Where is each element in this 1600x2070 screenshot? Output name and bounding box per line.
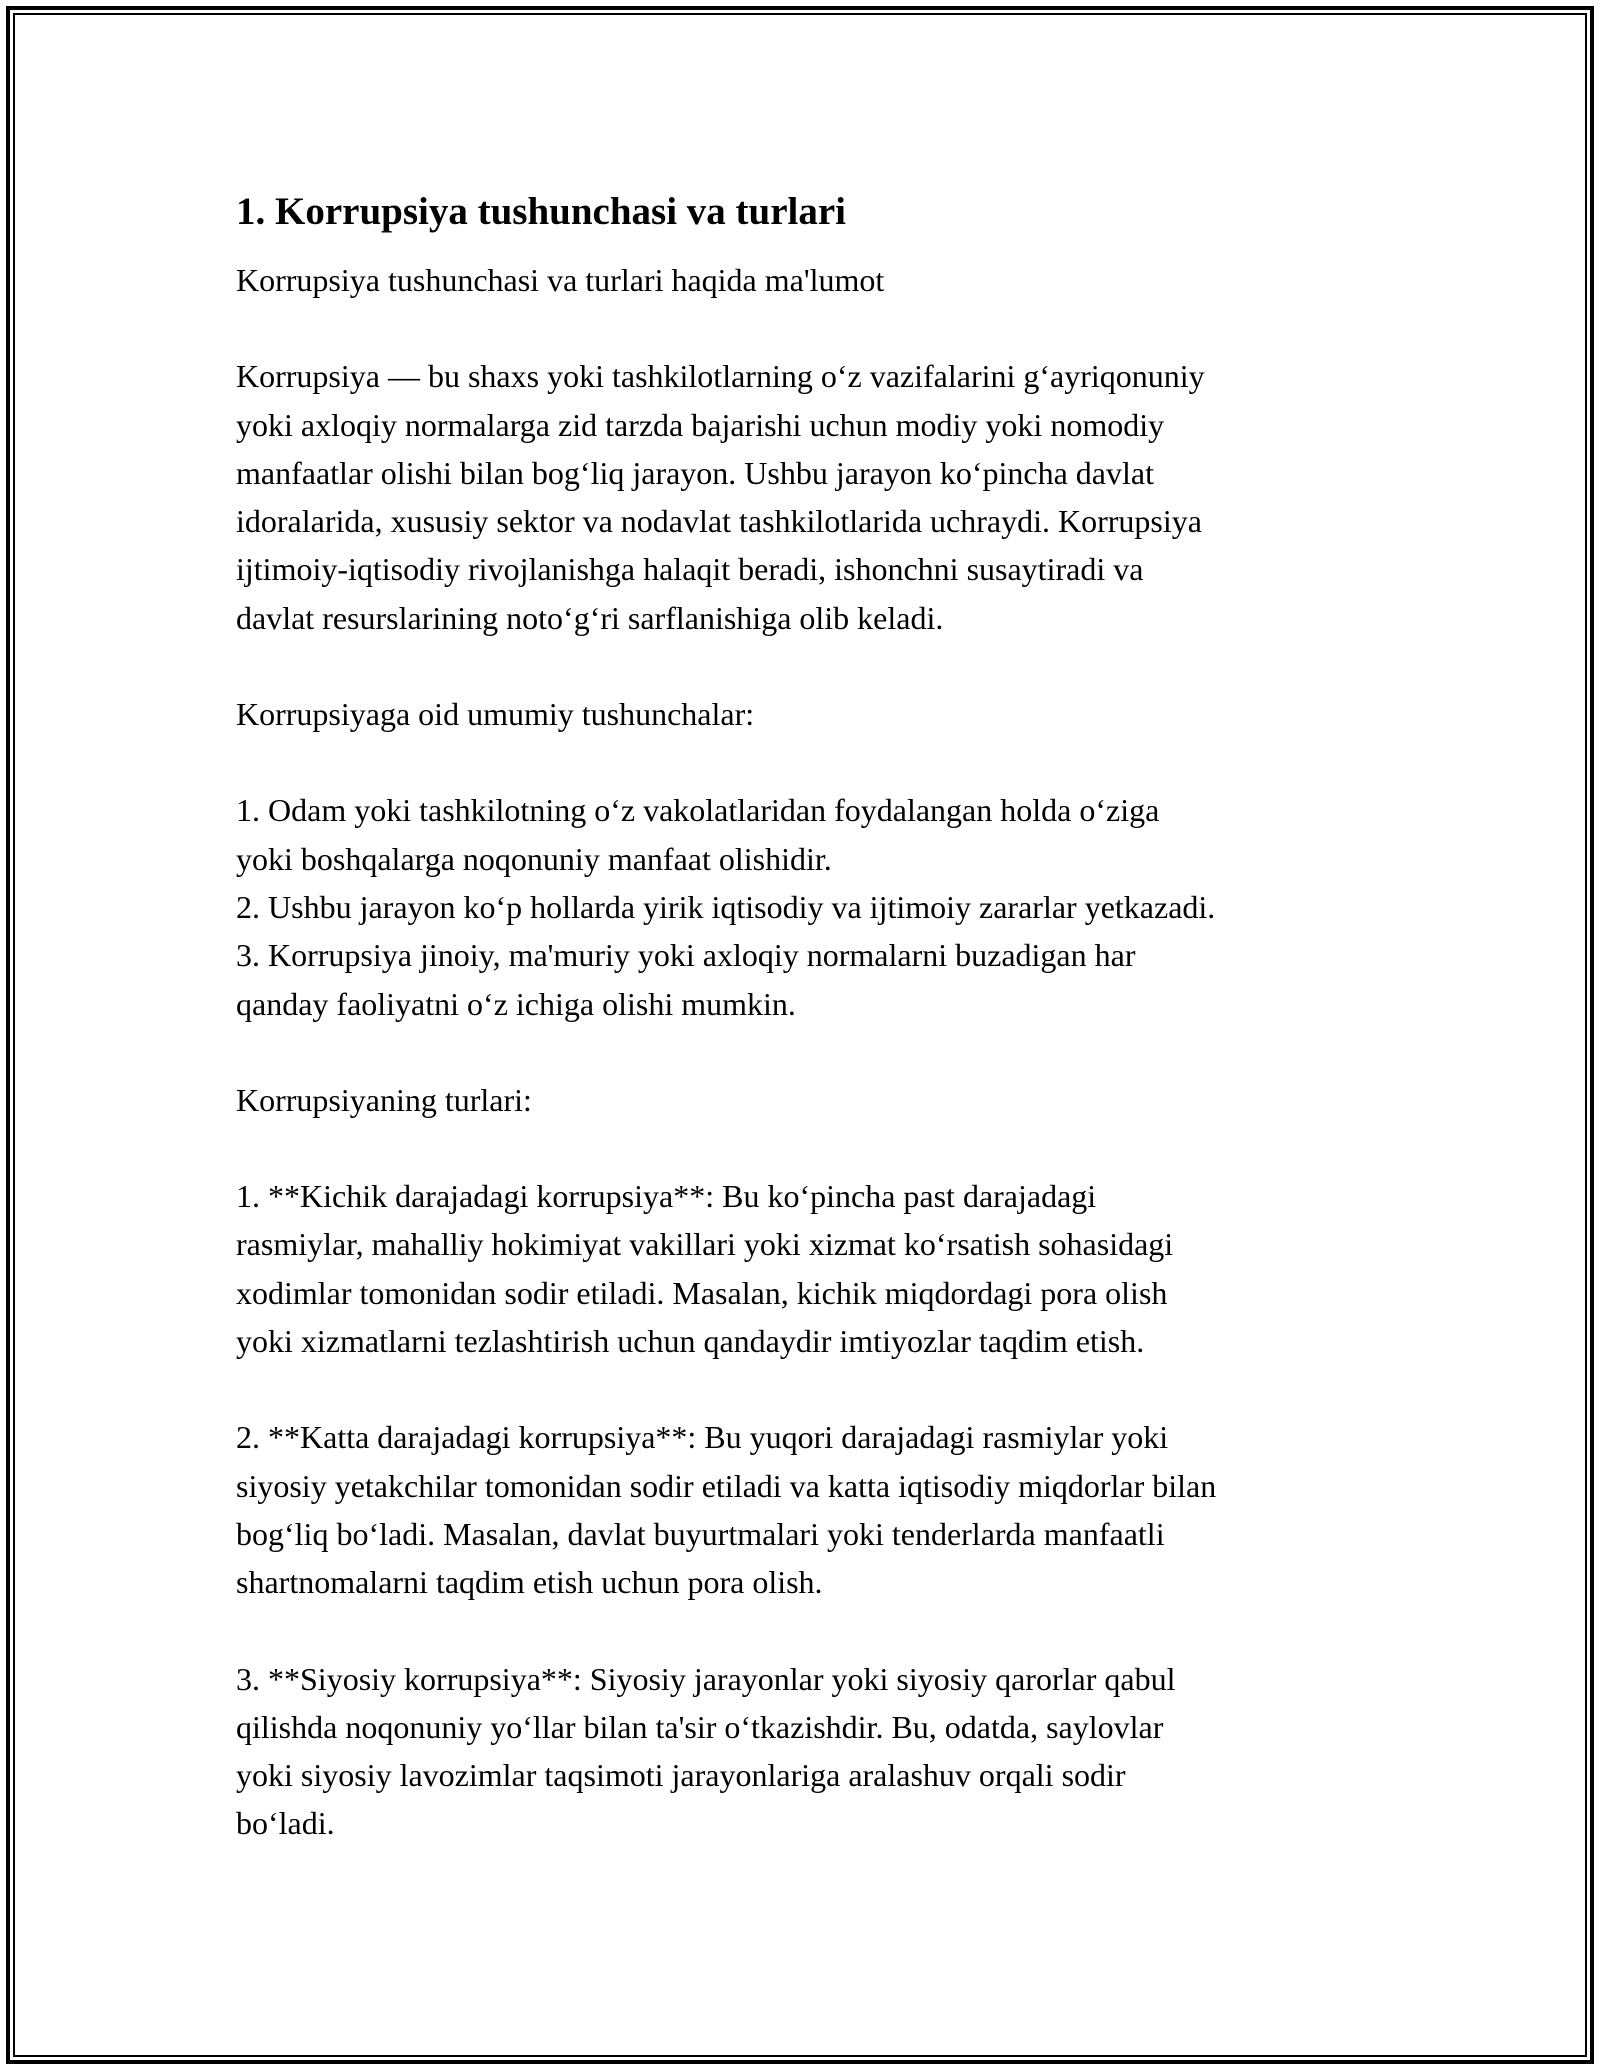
text-line: yoki axloqiy normalarga zid tarzda bajarishi uchun modiy yoki nomodiy — [236, 406, 1165, 443]
concepts-list — [236, 786, 1376, 1027]
type-item-political — [236, 1655, 1376, 1848]
text-line: Korrupsiyaga oid umumiy tushunchalar: — [236, 696, 755, 733]
text-line: xodimlar tomonidan sodir etiladi. Masalan, kichik miqdordagi pora olish — [236, 1274, 1168, 1311]
text-line: bog‘liq bo‘ladi. Masalan, davlat buyurtmalari yoki tenderlarda manfaatli — [236, 1515, 1165, 1552]
text-line: siyosiy yetakchilar tomonidan sodir etiladi va katta iqtisodiy miqdorlar bilan — [236, 1467, 1217, 1504]
text-line: 3. **Siyosiy korrupsiya**: Siyosiy jarayonlar yoki siyosiy qarorlar qabul — [236, 1660, 1176, 1697]
text-line: 2. **Katta darajadagi korrupsiya**: Bu yuqori darajadagi rasmiylar yoki — [236, 1419, 1169, 1456]
list-item: 1. Odam yoki tashkilotning o‘z vakolatlaridan foydalangan holda o‘ziga — [236, 792, 1160, 829]
text-line: davlat resurslarining noto‘g‘ri sarflanishiga olib keladi. — [236, 599, 944, 636]
text-line: manfaatlar olishi bilan bog‘liq jarayon. Ushbu jarayon ko‘pincha davlat — [236, 454, 1154, 491]
types-heading — [236, 1076, 1376, 1124]
type-item-large — [236, 1413, 1376, 1606]
type-item-small — [236, 1172, 1376, 1365]
concepts-heading — [236, 690, 1376, 738]
document-body — [236, 186, 1376, 1896]
text-line: 1. **Kichik darajadagi korrupsiya**: Bu ko‘pincha past darajadagi — [236, 1178, 1097, 1215]
list-item: yoki boshqalarga noqonuniy manfaat olishidir. — [236, 840, 832, 877]
text-line: rasmiylar, mahalliy hokimiyat vakillari yoki xizmat ko‘rsatish sohasidagi — [236, 1226, 1174, 1263]
text-line: yoki xizmatlarni tezlashtirish uchun qandaydir imtiyozlar taqdim etish. — [236, 1323, 1145, 1360]
text-line: Korrupsiya tushunchasi va turlari haqida ma'lumot — [236, 262, 885, 298]
text-line: Korrupsiyaning turlari: — [236, 1081, 532, 1118]
text-line: shartnomalarni taqdim etish uchun pora olish. — [236, 1564, 823, 1601]
text-line: qilishda noqonuniy yo‘llar bilan ta'sir o‘tkazishdir. Bu, odatda, saylovlar — [236, 1708, 1164, 1745]
text-line: Korrupsiya — bu shaxs yoki tashkilotlarning o‘z vazifalarini g‘ayriqonuniy — [236, 358, 1205, 395]
text-line: bo‘ladi. — [236, 1805, 335, 1842]
text-line: ijtimoiy-iqtisodiy rivojlanishga halaqit beradi, ishonchni susaytiradi va — [236, 551, 1144, 588]
list-item: 2. Ushbu jarayon ko‘p hollarda yirik iqtisodiy va ijtimoiy zararlar yetkazadi. — [236, 888, 1216, 925]
subtitle-paragraph — [236, 256, 1376, 304]
list-item: 3. Korrupsiya jinoiy, ma'muriy yoki axloqiy normalarni buzadigan har — [236, 937, 1136, 974]
text-line: idoralarida, xususiy sektor va nodavlat tashkilotlarida uchraydi. Korrupsiya — [236, 503, 1202, 540]
definition-paragraph — [236, 352, 1376, 642]
page-title: 1. Korrupsiya tushunchasi va turlari — [236, 190, 847, 233]
text-line: yoki siyosiy lavozimlar taqsimoti jarayonlariga aralashuv orqali sodir — [236, 1757, 1126, 1794]
list-item: qanday faoliyatni o‘z ichiga olishi mumkin. — [236, 985, 796, 1022]
